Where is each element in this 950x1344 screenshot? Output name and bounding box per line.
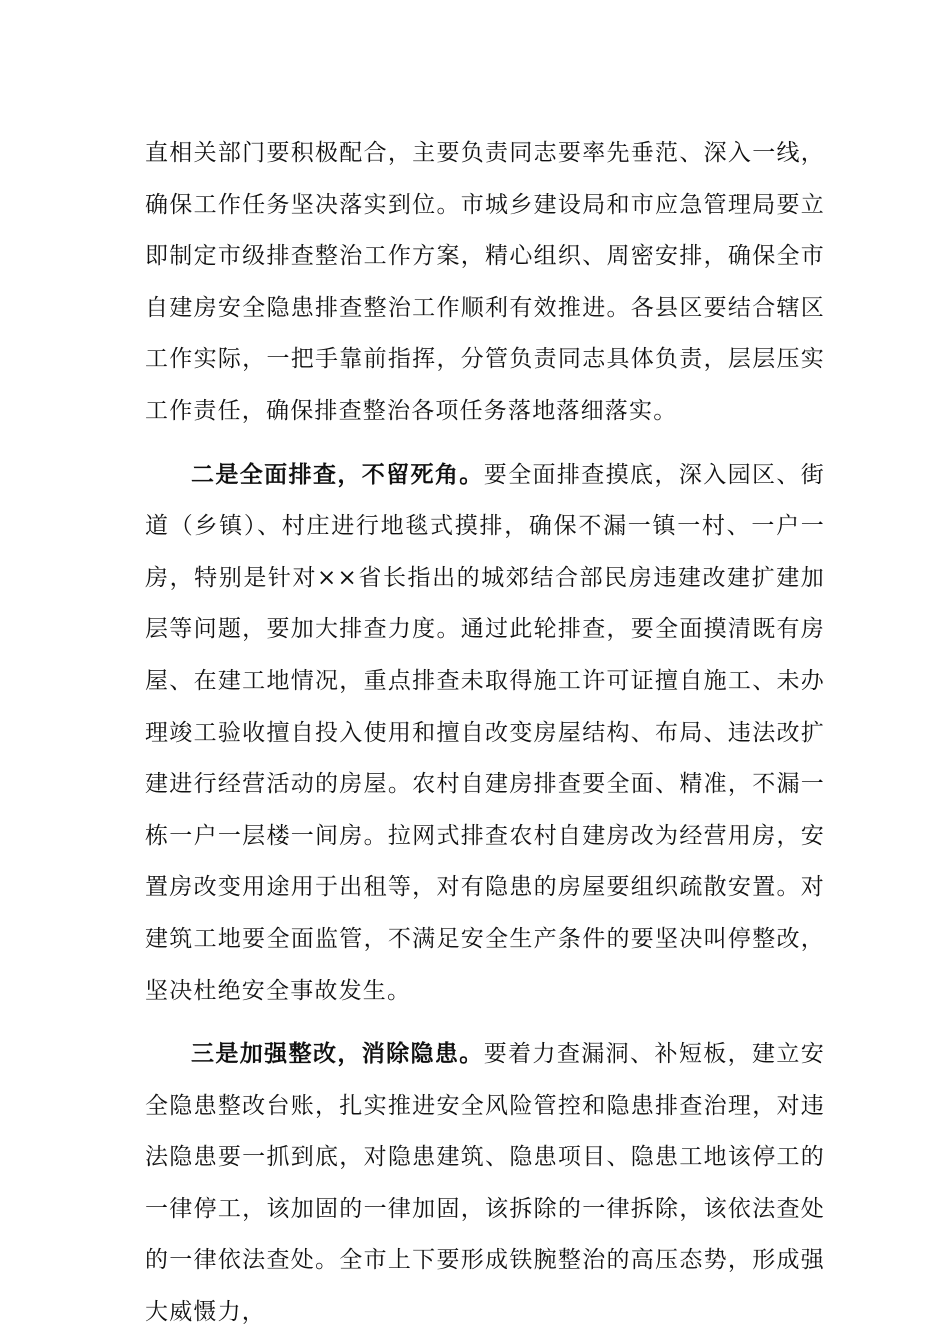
- paragraph-text: 要着力查漏洞、补短板，建立安全隐患整改台账，扎实推进安全风险管控和隐患排查治理，对违法隐患要一抓到底，对隐患建筑、隐患项目、隐患工地该停工的一律停工，该加固的一律加固，该拆除的一律拆除，该依法查处的一律依法查处。全市上下要形成铁腕整治的高压态势，形成强大威慑力，: [145, 1041, 825, 1326]
- paragraph-lead: 三是加强整改，消除隐患。: [191, 1041, 484, 1068]
- paragraph-rectification: [145, 1029, 825, 1339]
- paragraph-continuation: [145, 128, 825, 438]
- document-body: [145, 128, 825, 1339]
- paragraph-text: 直相关部门要积极配合，主要负责同志要率先垂范、深入一线，确保工作任务坚决落实到位。市城乡建设局和市应急管理局要立即制定市级排查整治工作方案，精心组织、周密安排，确保全市自建房安全隐患排查整治工作顺利有效推进。各县区要结合辖区工作实际，一把手靠前指挥，分管负责同志具体负责，层层压实工作责任，确保排查整治各项任务落地落细落实。: [145, 140, 825, 424]
- paragraph-comprehensive-inspection: [145, 450, 825, 1018]
- paragraph-lead: 二是全面排查，不留死角。: [191, 461, 484, 488]
- paragraph-text: 要全面排查摸底，深入园区、街道（乡镇）、村庄进行地毯式摸排，确保不漏一镇一村、一户一房，特别是针对××省长指出的城郊结合部民房违建改建扩建加层等问题，要加大排查力度。通过此轮排查，要全面摸清既有房屋、在建工地情况，重点排查未取得施工许可证擅自施工、未办理竣工验收擅自投入使用和擅自改变房屋结构、布局、违法改扩建进行经营活动的房屋。农村自建房排查要全面、精准，不漏一栋一户一层楼一间房。拉网式排查农村自建房改为经营用房，安置房改变用途用于出租等，对有隐患的房屋要组织疏散安置。对建筑工地要全面监管，不满足安全生产条件的要坚决叫停整改，坚决杜绝安全事故发生。: [145, 461, 825, 1004]
